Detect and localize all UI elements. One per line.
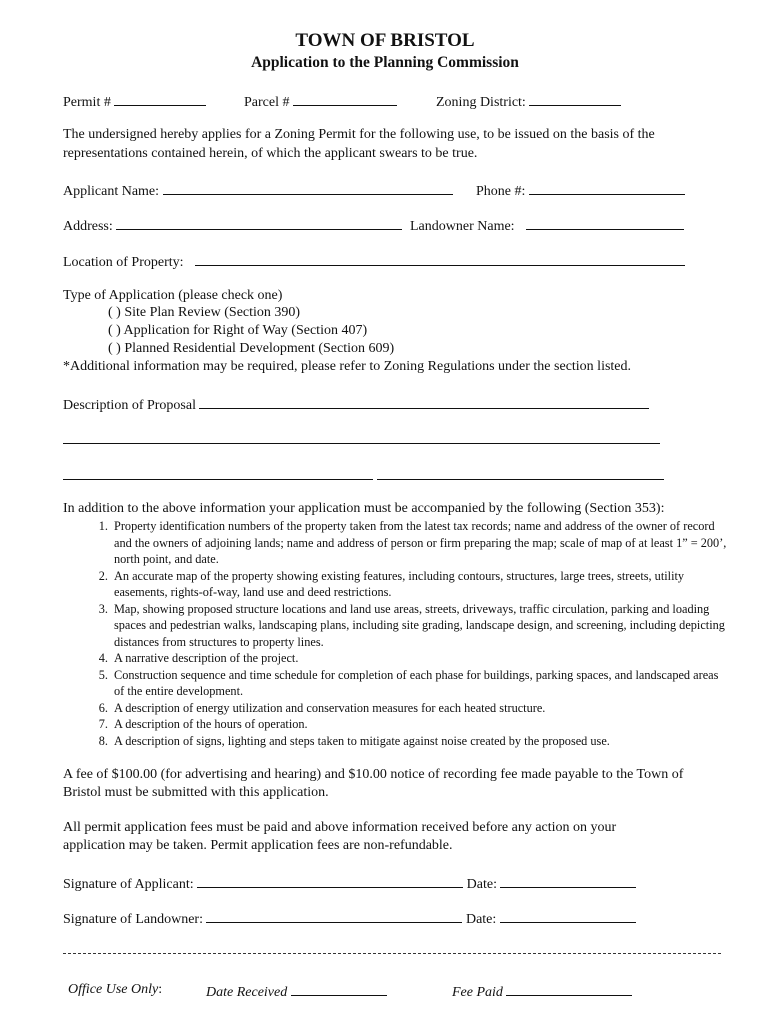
fee-line-2: Bristol must be submitted with this application. <box>63 785 329 800</box>
list-item: 8. A description of signs, lighting and steps taken to mitigate against noise created by the proposed use. <box>98 733 610 748</box>
landowner-name-input-line[interactable] <box>526 216 684 230</box>
address-label: Address: <box>63 219 113 234</box>
applicant-signature-field <box>63 874 636 893</box>
fee-line-1: A fee of $100.00 (for advertising and hearing) and $10.00 notice of recording fee made payable to the Town of <box>63 767 684 782</box>
applicant-date-label: Date: <box>466 877 497 892</box>
list-item: 2. An accurate map of the property showing existing features, including contours, structures, large trees, streets, utility easements, rights-of-way, land use and deed restrictions. <box>98 568 685 599</box>
date-received-line[interactable] <box>291 982 387 996</box>
intro-line-1: The undersigned hereby applies for a Zoning Permit for the following use, to be issued on the basis of the <box>63 127 655 142</box>
dashed-divider <box>63 953 721 954</box>
permit-label: Permit # <box>63 95 111 110</box>
option-planned-residential[interactable]: ( ) Planned Residential Development (Section 609) <box>108 341 395 356</box>
proposal-input-line-2[interactable] <box>63 443 660 444</box>
landowner-signature-line[interactable] <box>206 909 462 923</box>
date-received-field <box>206 982 387 1001</box>
proposal-label: Description of Proposal <box>63 398 196 413</box>
requirements-list <box>80 518 730 749</box>
zoning-district-label: Zoning District: <box>436 95 526 110</box>
application-type-note: *Additional information may be required, please refer to Zoning Regulations under the section listed. <box>63 359 632 374</box>
list-item: 4. A narrative description of the project. <box>98 651 299 665</box>
fee-paid-line[interactable] <box>506 982 632 996</box>
applicant-signature-label: Signature of Applicant: <box>63 877 194 892</box>
phone-input-line[interactable] <box>529 181 685 195</box>
zoning-district-field <box>436 92 621 111</box>
application-type-heading: Type of Application (please check one) <box>63 288 283 303</box>
list-item: 7. A description of the hours of operation. <box>98 717 308 731</box>
applicant-name-input-line[interactable] <box>163 181 453 195</box>
location-input-line[interactable] <box>195 252 685 266</box>
parcel-label: Parcel # <box>244 95 290 110</box>
proposal-input-line-1[interactable] <box>199 395 649 409</box>
landowner-date-line[interactable] <box>500 909 636 923</box>
option-site-plan-review[interactable]: ( ) Site Plan Review (Section 390) <box>108 305 301 320</box>
fee-policy-line-2: application may be taken. Permit application fees are non-refundable. <box>63 838 453 853</box>
permit-input-line[interactable] <box>114 92 206 106</box>
page-title: TOWN OF BRISTOL <box>295 30 475 51</box>
applicant-signature-line[interactable] <box>197 874 463 888</box>
fee-paid-field <box>452 982 632 1001</box>
proposal-field <box>63 395 649 414</box>
applicant-name-field <box>63 181 453 200</box>
intro-line-2: representations contained herein, of which the applicant swears to be true. <box>63 146 478 161</box>
phone-field <box>476 181 685 200</box>
location-label: Location of Property: <box>63 255 184 270</box>
applicant-name-label: Applicant Name: <box>63 184 160 199</box>
proposal-input-line-3a[interactable] <box>63 479 373 480</box>
proposal-input-line-3b[interactable] <box>377 479 664 480</box>
landowner-name-field <box>410 216 684 235</box>
date-received-label: Date Received <box>206 985 288 1000</box>
landowner-date-label: Date: <box>465 912 497 927</box>
requirements-intro: In addition to the above information your application must be accompanied by the following (Section 353): <box>63 501 665 516</box>
page-subtitle: Application to the Planning Commission <box>251 54 519 71</box>
fee-paid-label: Fee Paid <box>452 985 503 1000</box>
option-right-of-way[interactable]: ( ) Application for Right of Way (Section 407) <box>108 323 368 338</box>
permit-field <box>63 92 206 111</box>
fee-policy-line-1: All permit application fees must be paid and above information received before any action on your <box>63 820 617 835</box>
applicant-date-line[interactable] <box>500 874 636 888</box>
phone-label: Phone #: <box>476 184 526 199</box>
location-field <box>63 252 685 271</box>
list-item: 3. Map, showing proposed structure locations and land use areas, streets, driveways, traffic circulation, parking and loading spaces and pedestrian walks, landscaping plans, including site grading, landscape design, and screening, including depicting distances from structures to property lines. <box>98 601 725 649</box>
office-use-label: Office Use Only: <box>68 982 163 997</box>
landowner-signature-label: Signature of Landowner: <box>63 912 203 927</box>
parcel-input-line[interactable] <box>293 92 397 106</box>
address-input-line[interactable] <box>116 216 402 230</box>
landowner-name-label: Landowner Name: <box>410 219 515 234</box>
parcel-field <box>244 92 397 111</box>
list-item: 5. Construction sequence and time schedule for completion of each phase for buildings, parking spaces, and landscaped areas of the entire development. <box>98 667 719 698</box>
landowner-signature-field <box>63 909 636 928</box>
list-item: 6. A description of energy utilization and conservation measures for each heated structure. <box>98 700 546 715</box>
list-item: 1. Property identification numbers of the property taken from the latest tax records; name and address of the owner of record and the owners of adjoining lands; name and address of person or firm preparing the map; scale of map of at least 1” = 200’, north point, and date. <box>98 519 727 566</box>
zoning-district-input-line[interactable] <box>529 92 621 106</box>
address-field <box>63 216 402 235</box>
